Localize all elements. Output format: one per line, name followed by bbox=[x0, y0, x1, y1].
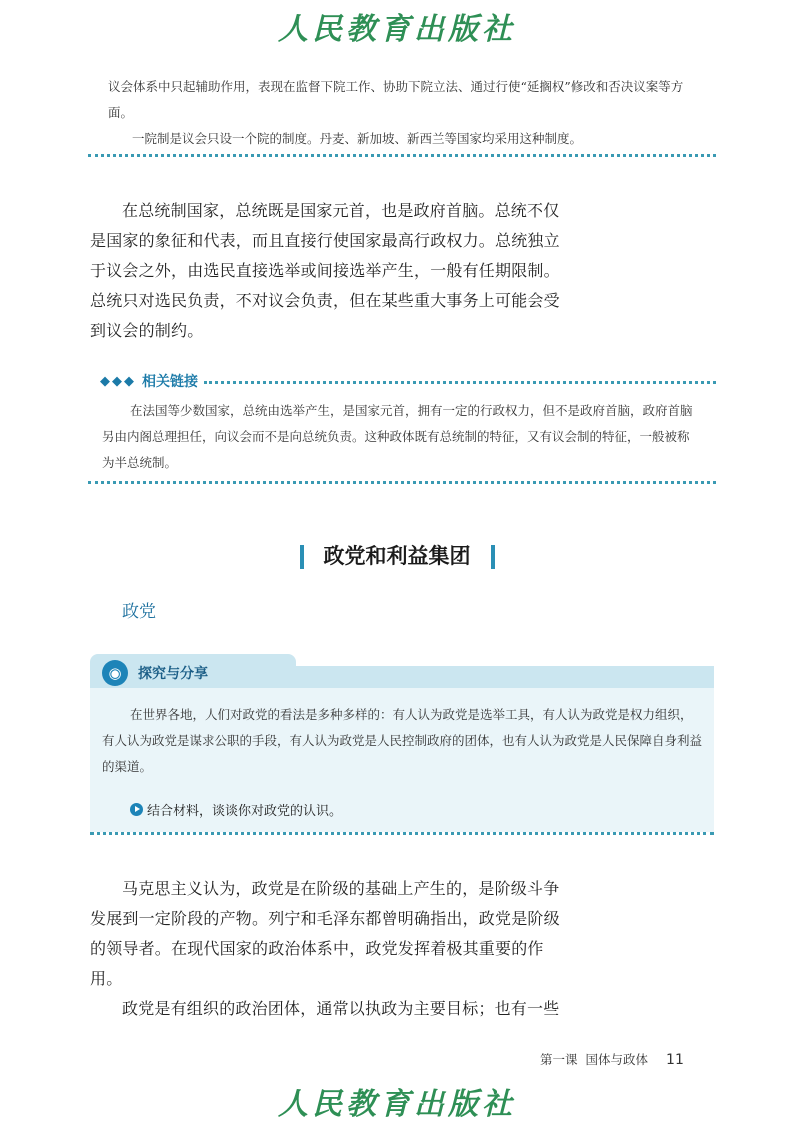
explore-body bbox=[90, 688, 714, 832]
top-note-paragraph-2: 一院制是议会只设一个院的制度。丹麦、新加坡、新西兰等国家均采用这种制度。 bbox=[132, 131, 583, 146]
globe-icon: ◉ bbox=[102, 660, 128, 686]
top-note-paragraph-1: 议会体系中只起辅助作用，表现在监督下院工作、协助下院立法、通过行使“延搁权”修改和否决议案等方面。 bbox=[108, 79, 684, 120]
section-title bbox=[0, 540, 794, 570]
page-number: 11 bbox=[666, 1052, 684, 1068]
body-paragraph: 在总统制国家，总统既是国家元首，也是政府首脑。总统不仅是国家的象征和代表，而且直接行使国家最高行政权力。总统独立于议会之外，由选民直接选举或间接选举产生，一般有任期限制。总统只对选民负责，不对议会负责，但在某些重大事务上可能会受到议会的制约。 bbox=[90, 201, 560, 340]
explore-bottom-divider bbox=[90, 832, 714, 835]
related-link-header-divider bbox=[204, 381, 716, 384]
footer-lesson: 第一课 bbox=[540, 1052, 578, 1067]
body-paragraph: 政党是有组织的政治团体，通常以执政为主要目标；也有一些 bbox=[122, 999, 560, 1018]
top-note bbox=[108, 74, 708, 152]
page-footer bbox=[540, 1050, 692, 1068]
footer-chapter: 国体与政体 bbox=[585, 1052, 649, 1067]
publisher-logo-bottom: 人民教育出版社 bbox=[278, 1087, 516, 1122]
body-section-president bbox=[90, 196, 560, 346]
body-paragraph: 马克思主义认为，政党是在阶级的基础上产生的，是阶级斗争发展到一定阶段的产物。列宁和毛泽东都曾明确指出，政党是阶级的领导者。在现代国家的政治体系中，政党发挥着极其重要的作用。 bbox=[90, 879, 560, 988]
related-link-header bbox=[90, 368, 716, 394]
section-title-text: 政党和利益集团 bbox=[323, 544, 471, 568]
diamond-icon: ◆◆◆ bbox=[100, 373, 136, 389]
explore-share-box bbox=[90, 654, 714, 832]
body-section-parties bbox=[90, 874, 560, 1024]
top-note-divider bbox=[88, 154, 716, 157]
explore-prompt bbox=[130, 800, 342, 819]
related-link-text: 在法国等少数国家，总统由选举产生，是国家元首，拥有一定的行政权力，但不是政府首脑，政府首脑另由内阁总理担任，向议会而不是向总统负责。这种政体既有总统制的特征，又有议会制的特征，一般被称为半总统制。 bbox=[102, 403, 693, 470]
publisher-logo-top: 人民教育出版社 bbox=[278, 12, 516, 47]
subsection-title: 政党 bbox=[122, 602, 156, 622]
explore-prompt-text: 结合材料，谈谈你对政党的认识。 bbox=[147, 804, 343, 819]
explore-text: 在世界各地，人们对政党的看法是多种多样的：有人认为政党是选举工具，有人认为政党是权力组织，有人认为政党是谋求公职的手段，有人认为政党是人民控制政府的团体，也有人认为政党是人民保障自身利益的渠道。 bbox=[102, 707, 703, 774]
play-icon bbox=[130, 803, 143, 816]
explore-header-tab bbox=[90, 654, 296, 688]
explore-title: 探究与分享 bbox=[138, 666, 208, 682]
title-bar-left bbox=[300, 545, 304, 569]
related-link-box bbox=[90, 368, 716, 476]
related-link-bottom-divider bbox=[88, 481, 716, 484]
title-bar-right bbox=[491, 545, 495, 569]
related-link-title: 相关链接 bbox=[142, 374, 198, 390]
